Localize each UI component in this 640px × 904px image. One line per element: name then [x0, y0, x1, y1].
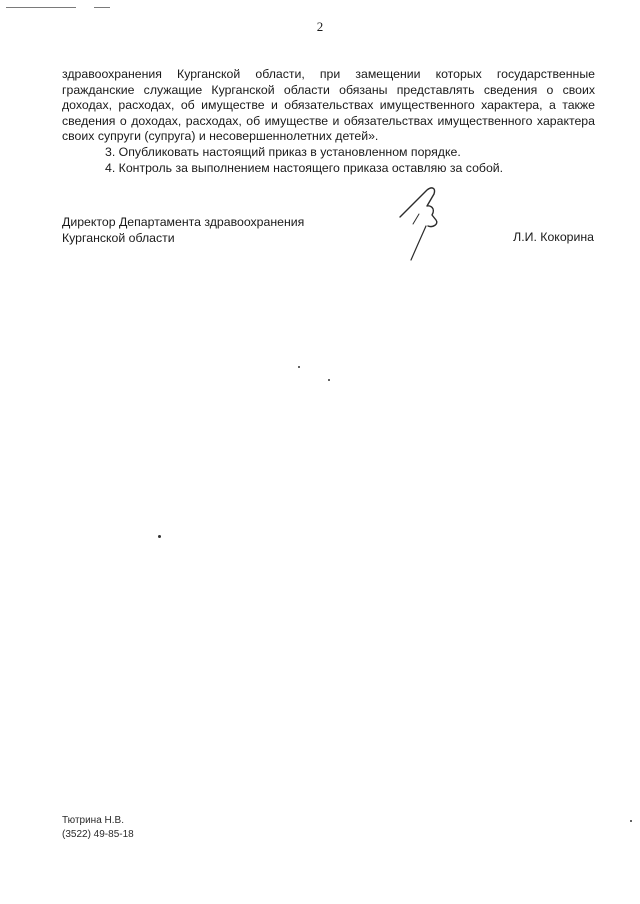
- paragraph-item-4: 4. Контроль за выполнением настоящего приказа оставляю за собой.: [105, 160, 504, 175]
- scan-speck: [158, 535, 161, 538]
- signatory-name: Л.И. Кокорина: [513, 230, 594, 244]
- scan-edge-line: [94, 7, 110, 8]
- paragraph-continuation: здравоохранения Курганской области, при замещении которых государственные гражданские служащие Курганской области обязаны представлять сведения о своих доходах, расходах, об имуществе и обязательствах имущественного характера, а также сведения о доходах, расходах, об имуществе и обязательствах имущественного характера своих супруги (супруга) и несовершеннолетних детей».: [62, 67, 595, 144]
- signatory-title-line-1: Директор Департамента здравоохранения: [62, 215, 305, 229]
- scan-speck: [630, 820, 632, 822]
- executor-footer: [62, 814, 134, 842]
- signatory-title: [62, 214, 304, 246]
- handwritten-signature: [392, 184, 454, 262]
- executor-name: Тютрина Н.В.: [62, 815, 124, 826]
- document-body: [62, 67, 595, 176]
- scan-speck: [298, 366, 300, 368]
- scan-edge-line: [6, 7, 76, 8]
- signatory-title-line-2: Курганской области: [62, 231, 175, 245]
- scan-speck: [328, 379, 330, 381]
- page-number: 2: [316, 19, 324, 34]
- paragraph-item-3: 3. Опубликовать настоящий приказ в установленном порядке.: [105, 144, 461, 159]
- executor-phone: (3522) 49-85-18: [62, 829, 134, 840]
